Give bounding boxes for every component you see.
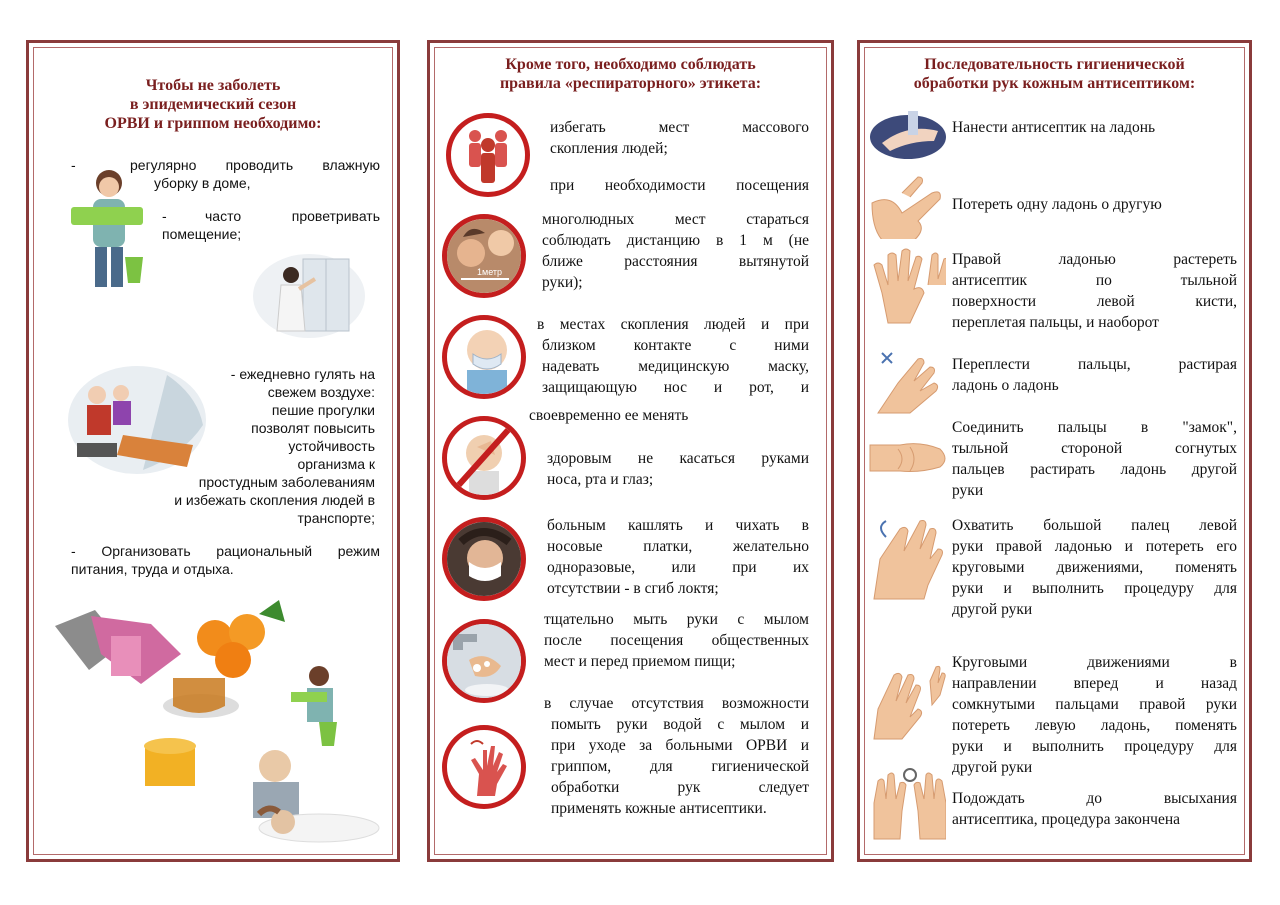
etiquette-5-line2: носовые платки, желательно (547, 538, 809, 555)
panel1-title: Чтобы не заболеть в эпидемический сезон ОРВИ и гриппом необходимо: (104, 77, 322, 132)
etiquette-3-line2: близком контакте с ними (542, 337, 809, 354)
step7-line6: другой руки (952, 759, 1033, 776)
etiquette-2-line4: руки); (542, 274, 583, 291)
etiquette-2-line3: ближе расстояния вытянутой (542, 253, 809, 270)
step6-line3: круговыми движениями, поменять (952, 559, 1237, 576)
item3-text: - ежедневно гулять на свежем воздухе: пешие прогулки позволят повысить устойчивость организма к простудным заболеваниям и избежать скопления людей в транспорте; (174, 366, 375, 526)
etiquette-7-line3: при уходе за больными ОРВИ и (551, 737, 809, 754)
etiquette-2-line1: многолюдных мест стараться (542, 211, 809, 228)
step2-palm-rub-icon (868, 173, 946, 239)
step6-line2: руки правой ладонью и потереть его (952, 538, 1237, 555)
item2-line1: часто проветривать (205, 208, 380, 224)
etiquette-6-line3: мест и перед приемом пищи; (544, 653, 736, 670)
step2-text: Потереть одну ладонь о другую (952, 196, 1162, 213)
step5-line2: тыльной стороной согнутых (952, 440, 1237, 457)
panel-respiratory-etiquette (427, 40, 834, 862)
etiquette-7-line2: помыть руки водой с мылом и (551, 716, 809, 733)
etiquette-5-line1: больным кашлять и чихать в (547, 517, 809, 534)
etiquette-6-line1: тщательно мыть руки с мылом (544, 611, 809, 628)
step6-line1: Охватить большой палец левой (952, 517, 1237, 534)
etiquette-7-line4: гриппом, для гигиенической (551, 758, 809, 775)
step7-line3: сомкнутыми пальцами правой руки (952, 696, 1237, 713)
item1-dash: - (71, 157, 76, 173)
step5-line4: руки (952, 482, 984, 499)
step4-line1: Переплести пальцы, растирая (952, 356, 1237, 373)
step3-line3: поверхности левой кисти, (952, 293, 1237, 310)
item2-dash: - (162, 208, 167, 224)
etiquette-5-line3: одноразовые, или при их (547, 559, 809, 576)
etiquette-7-line6: применять кожные антисептики. (551, 800, 767, 817)
step4-line2: ладонь о ладонь (952, 377, 1059, 394)
step5-line1: Соединить пальцы в "замок", (952, 419, 1237, 436)
step1-apply-icon (868, 109, 946, 159)
item4-line2: питания, труда и отдыха. (71, 561, 234, 577)
step3-line4: переплетая пальцы, и наоборот (952, 314, 1159, 331)
step8-dry-icon (868, 761, 946, 843)
etiquette-6-line2: после посещения общественных (544, 632, 809, 649)
no-touch-face-icon (442, 416, 526, 500)
etiquette-3-line5: своевременно ее менять (529, 407, 689, 424)
panel-prevention (26, 40, 400, 862)
mask-child-icon (442, 315, 526, 399)
step5-line3: пальцев растирать ладонь другой (952, 461, 1237, 478)
woman-cleaning-image (67, 165, 147, 293)
etiquette-7-line1: в случае отсутствия возможности (544, 695, 809, 712)
step3-back-hand-icon (868, 243, 946, 329)
etiquette-3-line4: защищающую нос и рот, и (542, 379, 809, 396)
item4-line1: - Организовать рациональный режим (71, 543, 380, 559)
healthy-lifestyle-collage (51, 596, 381, 846)
item1-line2: уборку в доме, (154, 175, 251, 191)
panel-hand-hygiene (857, 40, 1252, 862)
distance-label: 1метр (477, 267, 503, 277)
step3-line1: Правой ладонью растереть (952, 251, 1237, 268)
crowd-avoid-icon (446, 113, 530, 197)
step3-line2: антисептик по тыльной (952, 272, 1237, 289)
step5-lock-icon (868, 431, 946, 479)
step8-line2: антисептика, процедура закончена (952, 811, 1181, 828)
step6-line5: другой руки (952, 601, 1033, 618)
etiquette-5-line4: отсутствии - в сгиб локтя; (547, 580, 719, 597)
etiquette-7-line5: обработки рук следует (551, 779, 809, 796)
etiquette-4-line2: носа, рта и глаз; (547, 471, 654, 488)
etiquette-1-line3: при необходимости посещения (550, 177, 809, 194)
etiquette-1-line2: скопления людей; (550, 140, 668, 157)
sneeze-tissue-icon (442, 517, 526, 601)
panel3-title: Последовательность гигиенической обработки рук кожным антисептиком: (913, 56, 1196, 92)
panel2-title: Кроме того, необходимо соблюдать правила «респираторного» этикета: (499, 56, 762, 92)
step4-interlace-icon (868, 349, 946, 417)
window-ventilation-image (251, 253, 367, 339)
etiquette-3-line3: надевать медицинскую маску, (542, 358, 809, 375)
distance-icon (442, 214, 526, 298)
sanitizer-hand-icon (442, 725, 526, 809)
step6-thumb-icon (868, 511, 946, 603)
winter-walk-image (67, 365, 207, 475)
step8-line1: Подождать до высыхания (952, 790, 1237, 807)
item2-line2: помещение; (162, 226, 242, 242)
etiquette-4-line1: здоровым не касаться руками (547, 450, 809, 467)
item1-line1: регулярно проводить влажную (130, 157, 380, 173)
step7-line1: Круговыми движениями в (952, 654, 1237, 671)
step1-text: Нанести антисептик на ладонь (952, 119, 1156, 136)
handwash-icon (442, 619, 526, 703)
step7-circular-icon (868, 661, 946, 743)
step7-line4: потереть левую ладонь, поменять (952, 717, 1237, 734)
etiquette-2-line2: соблюдать дистанцию в 1 м (не (542, 232, 809, 249)
etiquette-1-line1: избегать мест массового (550, 119, 809, 136)
step6-line4: руки и выполнить процедуру для (952, 580, 1237, 597)
etiquette-3-line1: в местах скопления людей и при (537, 316, 809, 333)
step7-line2: направлении вперед и назад (952, 675, 1237, 692)
step7-line5: руки и выполнить процедуру для (952, 738, 1237, 755)
